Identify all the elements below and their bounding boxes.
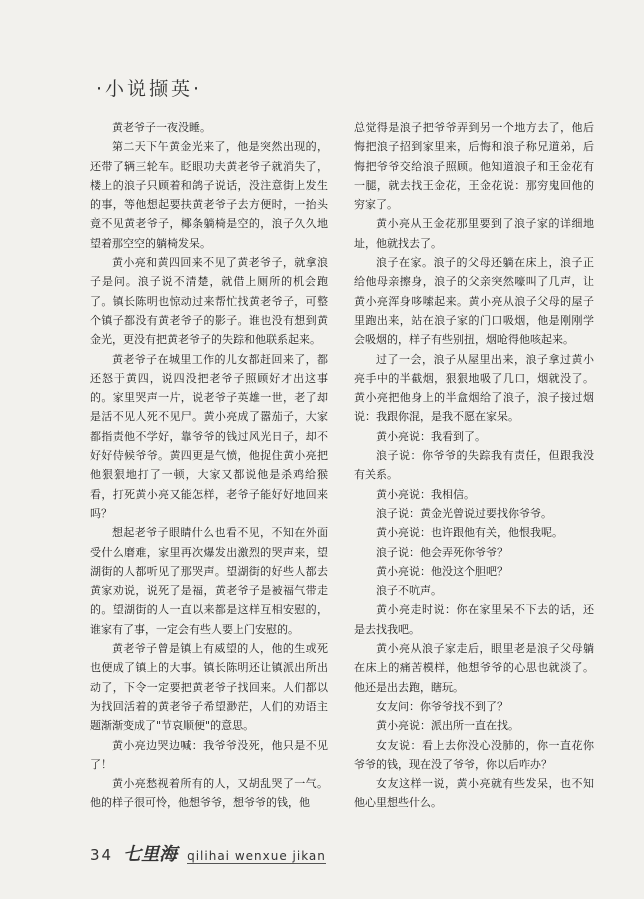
paragraph: 浪子说：你爷爷的失踪我有责任，但跟我没有关系。 [354,449,594,482]
paragraph: 女友这样一说，黄小亮就有些发呆，也不知他心里想些什么。 [354,777,594,810]
paragraph: 黄小亮边哭边喊：我爷爷没死，他只是不见了！ [90,738,328,771]
paragraph: 黄小亮说：我看到了。 [376,429,486,443]
left-column [90,118,328,813]
paragraph: 浪子不吭声。 [376,584,442,598]
paragraph: 黄小亮说：派出所一直在找。 [376,719,519,733]
page-footer [90,840,326,866]
paragraph: 总觉得是浪子把爷爷弄到另一个地方去了，他后悔把浪子招到家里来，后悔和浪子称兄道弟，后悔把爷爷交给浪子照顾。他知道浪子和王金花有一腿，就去找王金花，王金花说：那穷鬼回他的穷家了。 [354,121,594,212]
paragraph: 黄小亮从王金花那里要到了浪子家的详细地址，他就找去了。 [354,217,594,250]
paragraph: 黄小亮和黄四回来不见了黄老爷子，就拿浪子是问。浪子说不清楚，就借上厕所的机会跑了。镇长陈明也惊动过来帮忙找黄老爷子，可整个镇子都没有黄老爷子的影子。谁也没有想到黄金光，更没有把黄老爷子的失踪和他联系起来。 [90,256,328,347]
paragraph: 黄老爷子在城里工作的儿女都赶回来了，都还怒于黄四，说四没把老爷子照顾好才出这事的。家里哭声一片，说老爷子英雄一世，老了却是活不见人死不见尸。黄小亮成了嚣茄子，大家都指责他不学好，靠爷爷的钱过风光日子，却不好好侍候爷爷。黄四更是气愤，他捉住黄小亮把他狠狠地打了一顿，大家又都说他是杀鸡给猴看，打死黄小亮又能怎样，老爷子能好好地回来吗？ [90,352,328,520]
paragraph: 浪子说：他会弄死你爷爷？ [376,545,508,559]
paragraph: 黄老爷子一夜没睡。 [112,121,211,134]
paragraph: 女友问：你爷爷找不到了？ [376,699,508,713]
paragraph: 女友说：看上去你没心没肺的，你一直花你爷爷的钱，现在没了爷爷，你以后咋办？ [354,738,594,771]
paragraph: 黄老爷子曾是镇上有威望的人，他的生或死也便成了镇上的大事。镇长陈明还让镇派出所出动了，下令一定要把黄老爷子找回来。人们都以为找回活着的黄老爷子希望渺茫，人们的劝语主题渐渐变成了"节哀顺便"的意思。 [90,642,328,733]
magazine-logo: 七里海 [123,844,178,865]
paragraph: 浪子说：黄金光曾说过要找你爷爷。 [376,506,552,520]
paragraph: 黄小亮说：我相信。 [376,487,475,501]
paragraph: 过了一会，浪子从屋里出来，浪子拿过黄小亮手中的半截烟，狠狠地吸了几口，烟就没了。黄小亮把他身上的半盒烟给了浪子，浪子接过烟说：我跟你混，是我不愿在家呆。 [354,352,594,424]
paragraph: 想起老爷子眼睛什么也看不见，不知在外面受什么磨难，家里再次爆发出激烈的哭声来，望湖街的人都听见了那哭声。望湖街的好些人都去黄家劝说，说死了是福，黄老爷子是被福气带走的。望湖街的人一直以来都是这样互相安慰的，谁家有了事，一定会有些人要上门安慰的。 [90,526,328,636]
page-number: 34 [90,846,114,864]
paragraph: 黄小亮愁视着所有的人，又胡乱哭了一气。他的样子很可怜，他想爷爷，想爷爷的钱，他 [90,777,328,810]
section-title: ·小说撷英· [96,78,203,100]
paragraph: 黄小亮走时说：你在家里呆不下去的话，还是去找我吧。 [354,603,594,636]
right-column [354,118,594,813]
paragraph: 黄小亮从浪子家走后，眼里老是浪子父母躺在床上的痛苦模样，他想爷爷的心思也就淡了。他还是出去跑，瞎玩。 [354,642,594,694]
magazine-name-latin: qilihai wenxue jikan [187,849,326,863]
paragraph: 第二天下午黄金光来了，他是突然出现的，还带了辆三轮车。眨眼功夫黄老爷子就消失了，楼上的浪子只顾着和鸽子说话，没注意街上发生的事，等他想起要扶黄老爷子去方便时，一抬头竟不见黄老爷子，椰条躺椅是空的，浪子久久地望着那空空的躺椅发呆。 [90,140,328,250]
paragraph: 黄小亮说：他没这个胆吧？ [376,564,508,578]
paragraph: 黄小亮说：也许跟他有关，他恨我呢。 [376,526,563,540]
paragraph: 浪子在家。浪子的父母还躺在床上，浪子正给他母亲擦身，浪子的父亲突然嚎叫了几声，让黄小亮浑身哆嗦起来。黄小亮从浪子父母的屋子里跑出来，站在浪子家的门口吸烟，他是刚刚学会吸烟的，样子有些别扭，烟呛得他咳起来。 [354,256,594,347]
